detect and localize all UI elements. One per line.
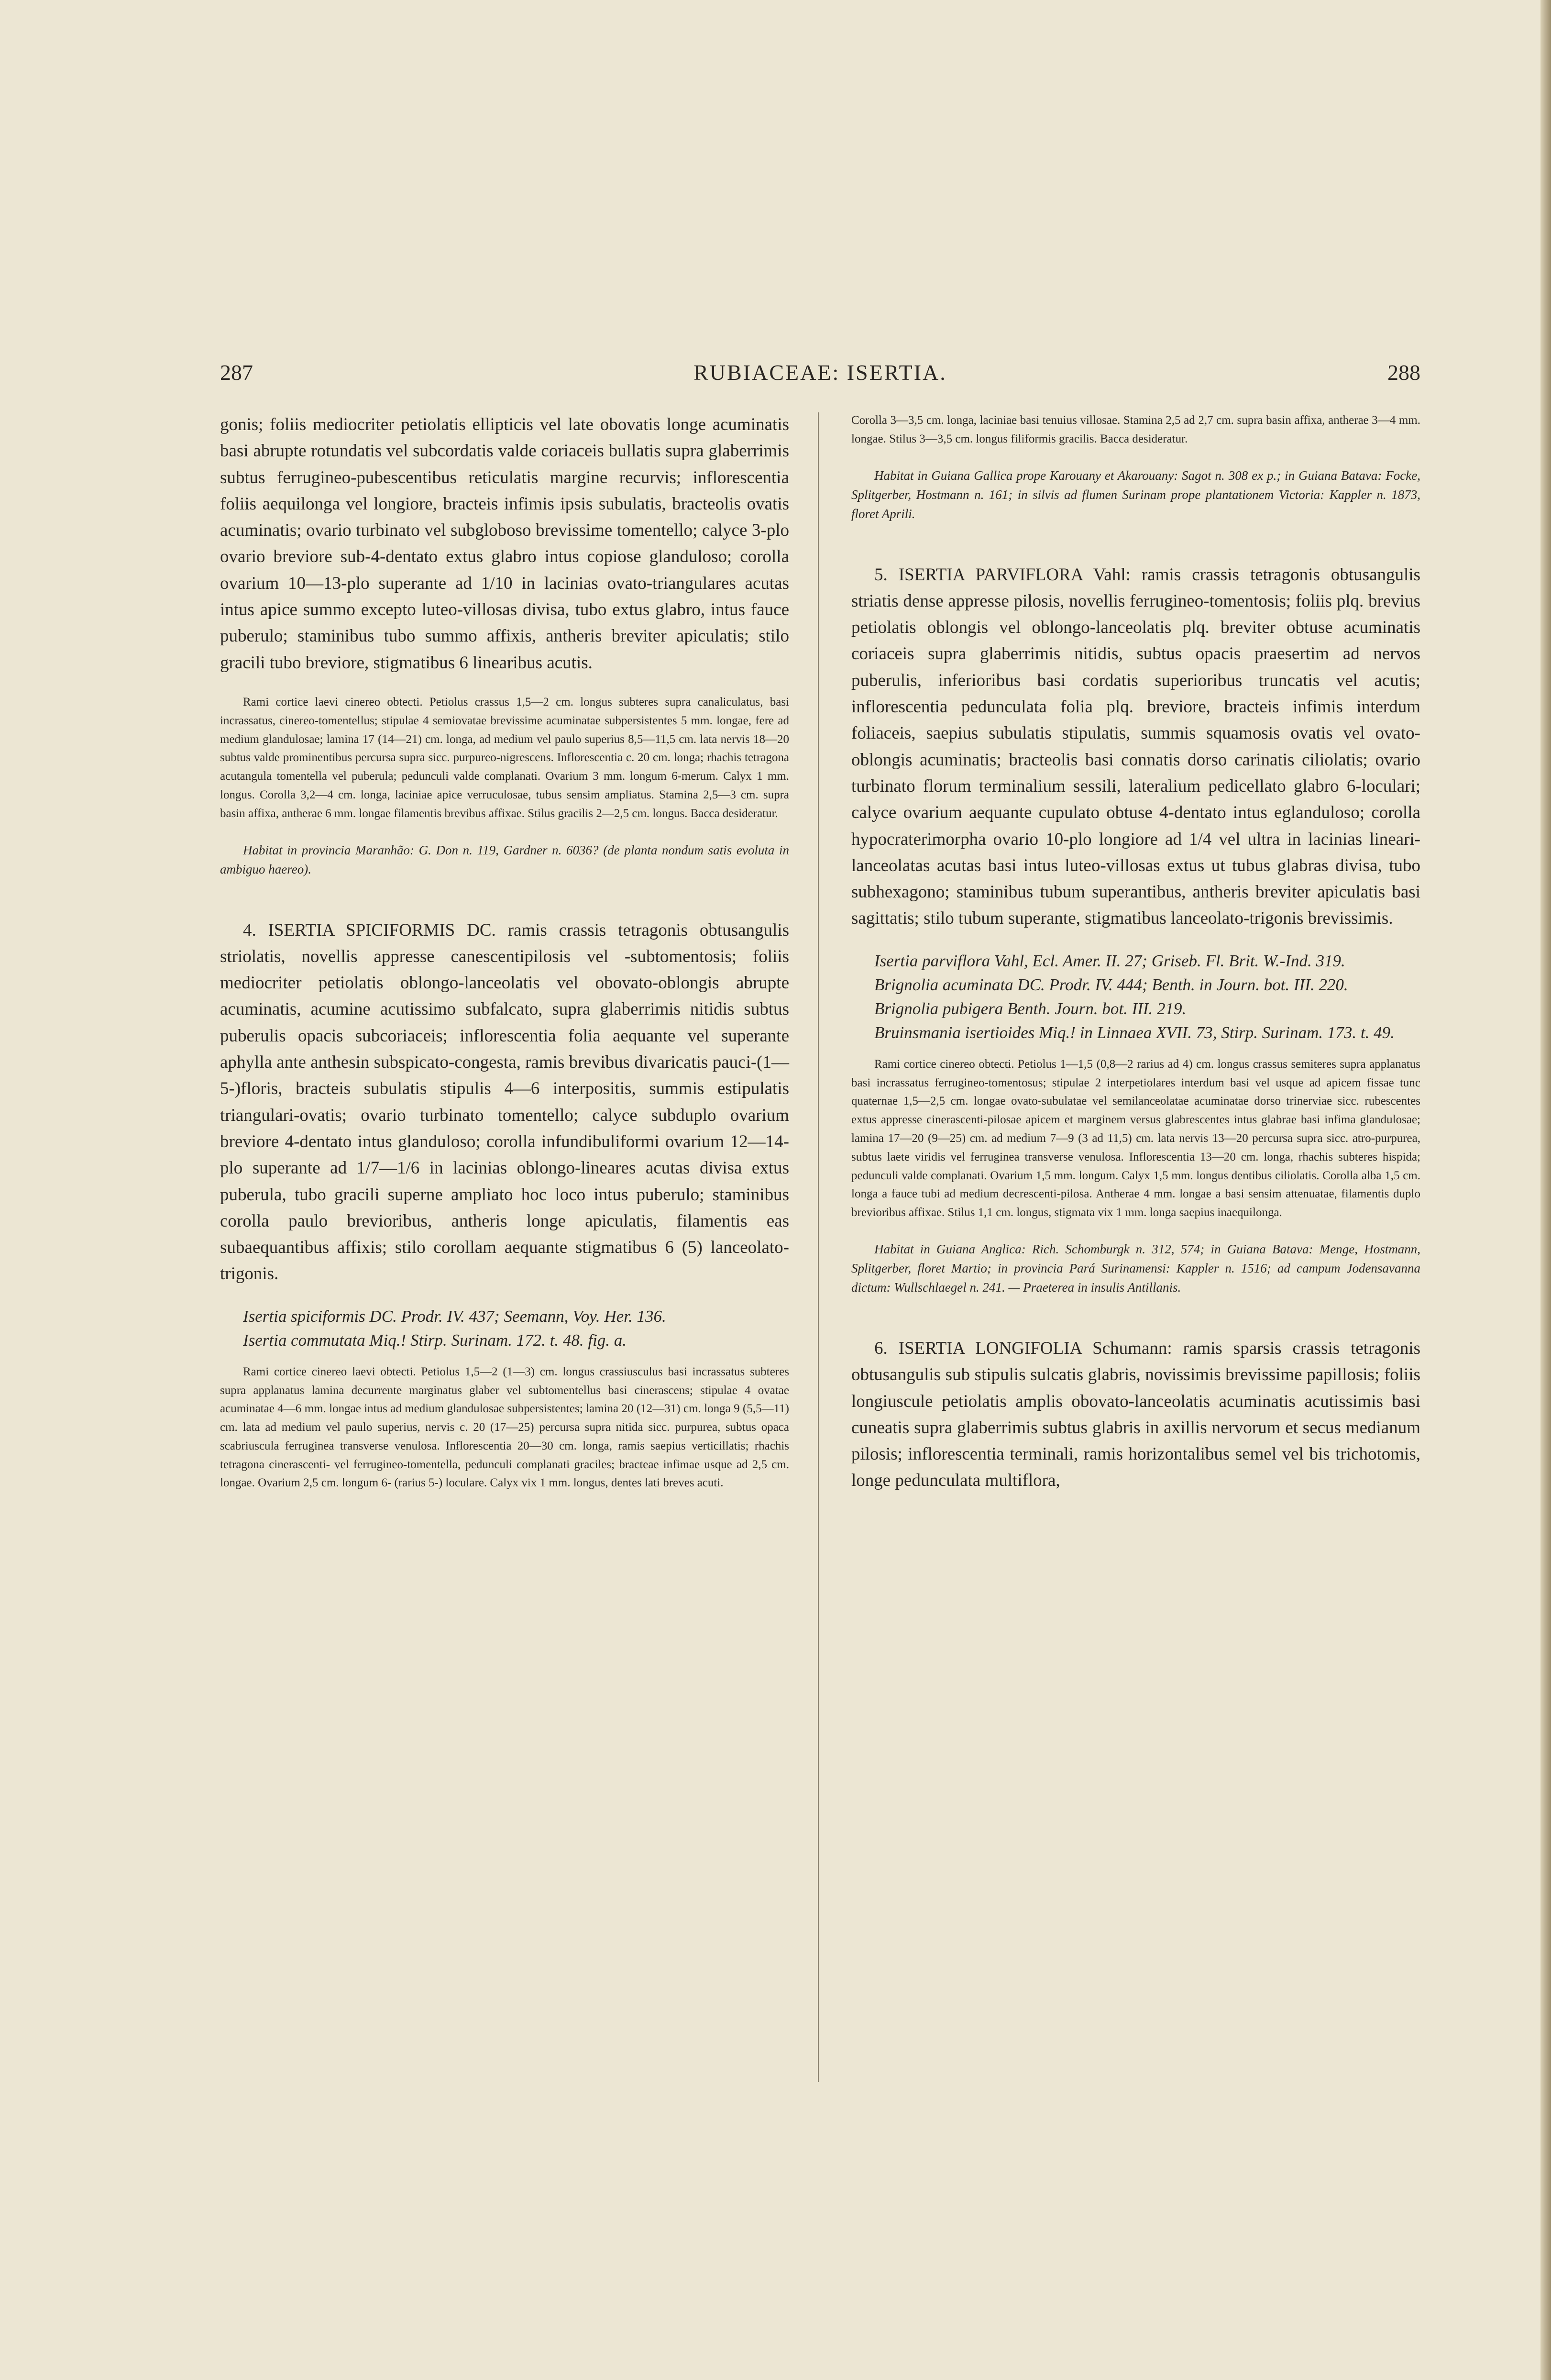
left-column <box>220 411 789 1493</box>
species-5-synonym-1: Isertia parviflora Vahl, Ecl. Amer. II. 27; Griseb. Fl. Brit. W.-Ind. 319. <box>874 951 1345 970</box>
species-5-synonym-3: Brignolia pubigera Benth. Journ. bot. III. 219. <box>874 999 1187 1018</box>
species-3-description: Rami cortice laevi cinereo obtecti. Petiolus crassus 1,5—2 cm. longus subteres supra canaliculatus, basi incrassatus, cinereo-tomentellus; stipulae 4 semiovatae brevissime acuminatae subpersistentes 5 mm. longae, fere ad medium glandulosae; lamina 17 (14—21) cm. longa, ad medium vel paulo superius 8,5—11,5 cm. lata nervis 18—20 subtus valde prominentibus percursa supra sicc. purpureo-nigrescens. Inflorescentia c. 20 cm. longa; rhachis tetragona acutangula tomentella vel puberula; pedunculi valde complanati. Ovarium 3 mm. longum 6-merum. Calyx 1 mm. longus. Corolla 3,2—4 cm. longa, laciniae apice verruculosae, tubus sensim ampliatus. Stamina 2,5—3 cm. supra basin affixa, antherae 6 mm. longae filamentis brevibus affixae. Stilus gracilis 2—2,5 cm. longus. Bacca desideratur. <box>220 695 789 820</box>
right-column <box>851 411 1420 1494</box>
species-5-synonym-4: Bruinsmania isertioides Miq.! in Linnaea XVII. 73, Stirp. Surinam. 173. t. 49. <box>874 1023 1395 1042</box>
page-number-left: 287 <box>220 360 253 385</box>
species-4-synonym-1: Isertia spiciformis DC. Prodr. IV. 437; Seemann, Voy. Her. 136. <box>243 1306 666 1326</box>
species-5-synonym-2: Brignolia acuminata DC. Prodr. IV. 444; Benth. in Journ. bot. III. 220. <box>874 975 1348 994</box>
species-4-description-cont: Corolla 3—3,5 cm. longa, laciniae basi tenuius villosae. Stamina 2,5 ad 2,7 cm. supra basin affixa, antherae 3—4 mm. longae. Stilus 3—3,5 cm. longus filiformis gracilis. Bacca desideratur. <box>851 414 1420 445</box>
page-number-right: 288 <box>1387 360 1420 385</box>
species-6-diagnosis: 6. ISERTIA LONGIFOLIA Schumann: ramis sparsis crassis tetragonis obtusangulis sub stipulis sulcatis glabris, novissimis brevissime papillosis; foliis longiuscule petiolatis amplis obovato-lanceolatis acuminatis acutissimis basi cuneatis supra glaberrimis subtus glabris in axillis nervorum et secus medianum pilosis; inflorescentia terminali, ramis horizontalibus semel vel bis trichotomis, longe pedunculata multiflora, <box>851 1338 1420 1491</box>
species-3-diagnosis-cont: gonis; foliis mediocriter petiolatis ellipticis vel late obovatis longe acuminatis basi abrupte rotundatis vel subcordatis valde coriaceis bullatis supra glaberrimis subtus ferrugineo-pubescentibus reticulatis margine recurvis; inflorescentia foliis aequilonga vel longiore, bracteis infimis ipsis subulatis, bracteolis ovatis acuminatis; ovario turbinato vel subgloboso brevissime tomentello; calyce 3-plo ovario breviore sub-4-dentato extus glabro intus copiose glanduloso; corolla ovarium 10—13-plo superante ad 1/10 in lacinias ovato-triangulares acutas intus apice summo excepto luteo-villosas divisa, tubo extus glabro, intus fauce puberulo; staminibus tubo summo affixis, antheris breviter apiculatis; stilo gracili tubo breviore, stigmatibus 6 linearibus acutis. <box>220 415 789 673</box>
species-5-habitat: Habitat in Guiana Anglica: Rich. Schomburgk n. 312, 574; in Guiana Batava: Menge, Hostmann, Splitgerber, floret Martio; in provincia Pará Surinamensi: Kappler n. 1516; ad campum Jodensavanna dictum: Wullschlaegel n. 241. — Praeterea in insulis Antillanis. <box>851 1241 1420 1295</box>
column-rule <box>818 412 819 2082</box>
species-4-diagnosis: 4. ISERTIA SPICIFORMIS DC. ramis crassis tetragonis obtusangulis striolatis, novellis appresse canescentipilosis vel -subtomentosis; foliis mediocriter petiolatis oblongo-lanceolatis vel obovato-oblongis abrupte acuminatis, acumine acutissimo subfalcato, supra glaberrimis nitidis subtus puberulis opacis subcoriaceis; inflorescentia folia aequante vel superante aphylla ante anthesin subspicato-congesta, ramis brevibus divaricatis pauci-(1—5-)floris, bracteis subulatis stipulis 4—6 interpositis, summis estipulatis triangulari-ovatis; ovario turbinato tomentello; calyce subduplo ovarium breviore 4-dentato intus glanduloso; corolla infundibuliformi ovarium 12—14-plo superante ad 1/7—1/6 in lacinias oblongo-lineares acutas divisa extus puberula, tubo gracili superne ampliato hoc loco intus puberulo; staminibus corolla paulo brevioribus, antheris longe apiculatis, filamentis eas subaequantibus affixis; stilo corollam aequante stigmatibus 6 (5) lanceolato-trigonis. <box>220 920 789 1284</box>
page-header <box>220 360 1420 398</box>
species-3-habitat: Habitat in provincia Maranhão: G. Don n. 119, Gardner n. 6036? (de planta nondum satis evoluta in ambiguo haereo). <box>220 842 789 876</box>
running-head: RUBIACEAE: ISERTIA. <box>693 360 947 385</box>
species-4-habitat: Habitat in Guiana Gallica prope Karouany et Akarouany: Sagot n. 308 ex p.; in Guiana Batava: Focke, Splitgerber, Hostmann n. 161; in silvis ad flumen Surinam prope plantationem Victoria: Kappler n. 1873, floret Aprili. <box>851 468 1420 521</box>
species-4-description: Rami cortice cinereo laevi obtecti. Petiolus 1,5—2 (1—3) cm. longus crassiusculus basi incrassatus subteres supra applanatus lamina decurrente marginatus glaber vel subtomentellus basi cinerascens; stipulae 4 ovatae acuminatae 4—6 mm. longae intus ad medium glandulosae subpersistentes; lamina 20 (12—31) cm. longa 9 (5,5—11) cm. lata ad medium vel paulo superius, nervis c. 20 (17—25) percursa supra nitida sicc. purpurea, subtus opaca scabriuscula ferruginea transverse venulosa. Inflorescentia 20—30 cm. longa, ramis saepius verticillatis; rhachis tetragona cinerascenti- vel ferrugineo-tomentella, pedunculi complanati graciles; bracteae infimae usque ad 2,5 cm. longae. Ovarium 2,5 cm. longum 6- (rarius 5-) loculare. Calyx vix 1 mm. longus, dentes lati breves acuti. <box>220 1365 789 1490</box>
species-5-description: Rami cortice cinereo obtecti. Petiolus 1—1,5 (0,8—2 rarius ad 4) cm. longus crassus semiteres supra applanatus basi incrassatus ferrugineo-tomentosus; stipulae 2 interpetiolares interdum basi vel usque ad apicem fissae tunc quaternae 1,5—2,5 cm. longae ovato-subulatae vel semilanceolatae acuminatae dorso trinerviae sicc. rubescentes extus appresse cinerascenti-pilosae apicem et marginem versus glabrescentes intus glabrae basi infima glandulosae; lamina 17—20 (9—25) cm. ad medium 7—9 (3 ad 11,5) cm. lata nervis 13—20 percursa supra sicc. atro-purpurea, subtus laete viridis vel ferruginea transverse venulosa. Inflorescentia 13—20 cm. longa, rhachis subteres hispida; pedunculi valde complanati. Ovarium 1,5 mm. longum. Calyx 1,5 mm. longus dentibus ciliolatis. Corolla alba 1,5 cm. longa a fauce tubi ad medium decrescenti-pilosa. Antherae 4 mm. longae a basi sensim attenuatae, filamentis duplo brevioribus affixae. Stilus 1,1 cm. longus, stigmata vix 1 mm. longa saepius inaequilonga. <box>851 1057 1420 1219</box>
page-edge <box>1540 0 1551 2380</box>
species-5-diagnosis: 5. ISERTIA PARVIFLORA Vahl: ramis crassis tetragonis obtusangulis striatis dense appresse pilosis, novellis ferrugineo-tomentosis; foliis plq. brevius petiolatis oblongis vel oblongo-lanceolatis plq. breviter obtuse acuminatis coriaceis supra glaberrimis nitidis, subtus opacis praesertim ad nervos puberulis, inferioribus basi cordatis superioribus truncatis vel acutis; inflorescentia pedunculata folia plq. breviore, bracteis infimis interdum foliaceis, saepius subulatis stipulatis, summis squamosis ovatis vel ovato-oblongis acuminatis; bracteolis basi connatis dorso carinatis ciliolatis; ovario turbinato florum terminalium sessili, lateralium pedicellato glabro 6-loculari; calyce ovarium aequante cupulato obtuse 4-dentato intus eglanduloso; corolla hypocraterimorpha ovario 10-plo longiore ad 1/4 vel ultra in lacinias lineari-lanceolatas acutas basi intus luteo-villosas extus ut tubus glabras divisa, tubo subhexagono; staminibus tubum superantibus, antheris breviter apiculatis basi sagittatis; stilo tubum superante, stigmatibus lanceolato-trigonis brevissimis. <box>851 565 1420 929</box>
species-4-synonym-2: Isertia commutata Miq.! Stirp. Surinam. 172. t. 48. fig. a. <box>243 1330 627 1350</box>
